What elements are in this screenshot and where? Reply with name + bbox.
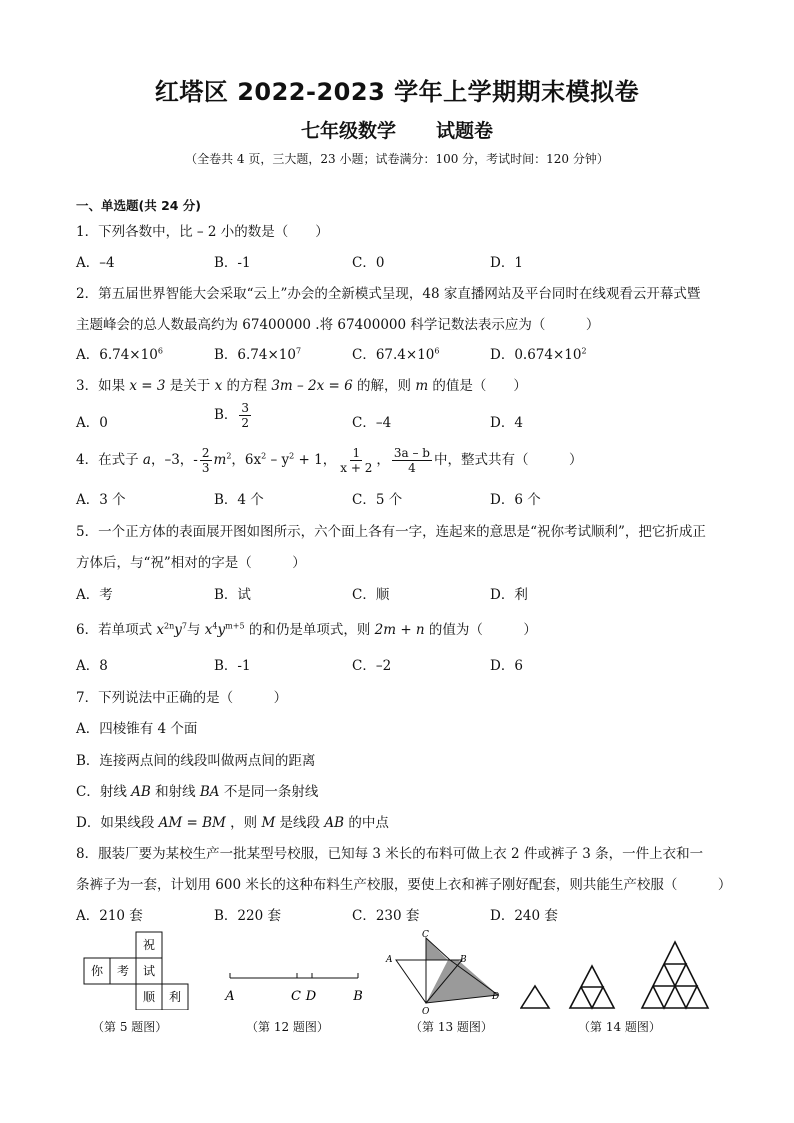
question-1-options xyxy=(76,251,636,271)
triangle-pattern-figure xyxy=(520,938,720,1010)
option-b: B．试 xyxy=(214,587,251,603)
point-label-d: D xyxy=(492,992,500,1002)
fraction: $\frac{2}{3}$ xyxy=(201,446,210,475)
question-1-stem: 1．下列各数中，比 – 2 小的数是（ ） xyxy=(76,224,329,240)
option-c: C．–4 xyxy=(352,415,392,431)
question-8-stem-line2: 条裤子为一套，计划用 600 米长的这种布料生产校服，要使上衣和裤子刚好配套，则共能生产校服（ ） xyxy=(76,877,732,893)
question-7-stem: 7．下列说法中正确的是（ ） xyxy=(76,690,288,706)
pattern-3-inner-bottom xyxy=(653,986,697,1008)
question-3-options xyxy=(76,401,636,437)
net-cell-zhu: 祝 xyxy=(142,938,156,952)
question-5-stem-line2: 方体后，与“祝”相对的字是（ ） xyxy=(76,555,306,571)
segment-figure xyxy=(218,960,368,1006)
triangle-figure xyxy=(380,928,510,1016)
option-d: D．6 xyxy=(490,658,523,674)
fraction: $\frac{1}{x + 2}$ xyxy=(340,446,373,475)
question-5-stem-line1: 5．一个正方体的表面展开图如图所示，六个面上各有一字，连起来的意思是“祝你考试顺利”，把它折成正 xyxy=(76,524,706,540)
pattern-1 xyxy=(521,986,549,1008)
option-c: C．顺 xyxy=(352,587,390,603)
net-cell-li: 利 xyxy=(168,990,182,1004)
option-a: A．–4 xyxy=(76,255,115,271)
question-7-option-d: D．如果线段 AM = BM ，则 M 是线段 AB 的中点 xyxy=(76,815,389,831)
question-5-options xyxy=(76,583,636,603)
option-d: D．利 xyxy=(490,587,528,603)
option-d: D．6 个 xyxy=(490,492,541,508)
option-a: A．考 xyxy=(76,587,113,603)
option-b: B．4 个 xyxy=(214,492,264,508)
pattern-2-inner xyxy=(581,987,603,1008)
question-7-option-c: C．射线 AB 和射线 BA 不是同一条射线 xyxy=(76,784,319,800)
net-cell-ni: 你 xyxy=(90,964,104,978)
option-c: C．230 套 xyxy=(352,908,420,924)
pattern-3 xyxy=(642,942,708,1008)
option-c: C．0 xyxy=(352,255,385,271)
figure-14-caption: （第 14 题图） xyxy=(578,1020,661,1034)
option-a: A．8 xyxy=(76,658,108,674)
question-8-stem-line1: 8．服装厂要为某校生产一批某型号校服，已知每 3 米长的布料可做上衣 2 件或裤子 3 条，一件上衣和一 xyxy=(76,846,704,862)
net-cell-kao: 考 xyxy=(116,964,130,978)
question-7-option-b: B．连接两点间的线段叫做两点间的距离 xyxy=(76,753,316,769)
option-b: B．-1 xyxy=(214,255,251,271)
option-b: B．-1 xyxy=(214,658,251,674)
pattern-3-inner-top xyxy=(664,964,686,986)
point-label-c: C xyxy=(422,930,429,940)
question-6-options xyxy=(76,654,636,674)
option-d: D．4 xyxy=(490,415,523,431)
option-b: B． $\frac{3}{2}$ xyxy=(214,401,250,430)
option-d: D．240 套 xyxy=(490,908,558,924)
net-cell-shi: 试 xyxy=(142,964,156,978)
question-4-stem: 4．在式子 a，–3，- $\frac{2}{3}$ $m^2$，$6x^2 - y^2 + 1$， $\frac{1}{x + 2}$ ， $\frac{3a - b}{4}$ 中，整式共有（ ） xyxy=(76,446,583,475)
question-3-stem: 3．如果 x = 3 是关于 x 的方程 3m – 2x = 6 的解，则 m 的值是（ ） xyxy=(76,378,527,394)
point-label-b: B xyxy=(460,955,467,965)
option-d: D．1 xyxy=(490,255,523,271)
figure-5-caption: （第 5 题图） xyxy=(92,1020,168,1034)
option-b: B．$6.74\times 10^7$ xyxy=(214,346,302,363)
question-2-options xyxy=(76,343,636,363)
question-6-stem: 6．若单项式 $x^{2n}y^7$与 $x^4y^{m+5}$ 的和仍是单项式，则 2m + n 的值为（ ） xyxy=(76,621,537,638)
question-7-option-a: A．四棱锥有 4 个面 xyxy=(76,721,198,737)
section-heading: 一、单选题(共 24 分) xyxy=(76,198,202,213)
subtitle-paper: 试题卷 xyxy=(436,120,494,142)
option-a: A．210 套 xyxy=(76,908,143,924)
option-b: B．220 套 xyxy=(214,908,281,924)
point-label-a: A xyxy=(386,955,393,965)
page-title: 红塔区 2022-2023 学年上学期期末模拟卷 xyxy=(154,78,640,106)
net-cell-shun: 顺 xyxy=(142,990,156,1004)
option-a: A．0 xyxy=(76,415,108,431)
cube-net-figure xyxy=(80,930,190,1010)
point-label-o: O xyxy=(422,1007,430,1016)
question-2-stem-line2: 主题峰会的总人数最高约为 67400000 .将 67400000 科学记数法表示应为（ ） xyxy=(76,317,600,333)
question-2-stem-line1: 2．第五届世界智能大会采取“云上”办会的全新模式呈现，48 家直播网站及平台同时在线观看云开幕式暨 xyxy=(76,286,701,302)
option-d: D．$0.674\times 10^2$ xyxy=(490,346,587,363)
point-label-d: D xyxy=(305,989,317,1004)
point-label-a: A xyxy=(225,989,235,1004)
question-4-options xyxy=(76,488,636,508)
exam-info: （全卷共 4 页，三大题，23 小题；试卷满分：100 分，考试时间：120 分钟） xyxy=(185,152,609,166)
option-c: C．–2 xyxy=(352,658,392,674)
fraction: $\frac{3}{2}$ xyxy=(241,401,250,430)
option-a: A．3 个 xyxy=(76,492,126,508)
subtitle-grade: 七年级数学 xyxy=(300,120,396,142)
option-c: C．$67.4\times 10^6$ xyxy=(352,346,440,363)
point-label-b: B xyxy=(353,989,363,1004)
fraction: $\frac{3a - b}{4}$ xyxy=(393,446,430,475)
option-a: A．$6.74\times 10^6$ xyxy=(76,346,163,363)
page-subtitle xyxy=(0,116,794,143)
figure-13-caption: （第 13 题图） xyxy=(410,1020,493,1034)
option-c: C．5 个 xyxy=(352,492,403,508)
point-label-c: C xyxy=(291,989,301,1004)
question-8-options xyxy=(76,904,636,924)
figure-12-caption: （第 12 题图） xyxy=(246,1020,329,1034)
